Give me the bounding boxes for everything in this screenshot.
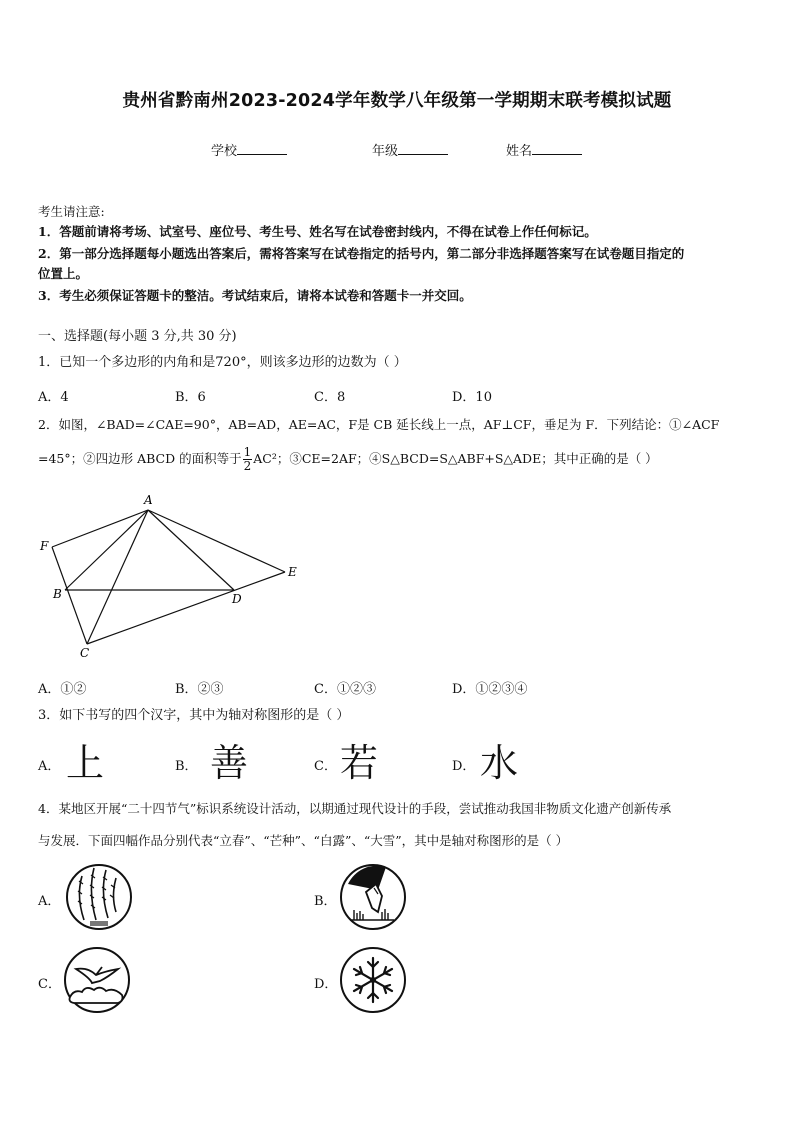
q3-option-b-char: 善 — [210, 741, 249, 785]
point-label-d: D — [232, 592, 242, 606]
segment-ce — [87, 572, 285, 644]
q2-option-d[interactable]: D．①②③④ — [452, 682, 528, 697]
page-title: 贵州省黔南州2023-2024学年数学八年级第一学期期末联考模拟试题 — [122, 91, 672, 111]
point-label-e: E — [288, 565, 297, 579]
lichun-willow-icon — [64, 862, 134, 932]
q3-option-d-letter[interactable]: D． — [452, 759, 476, 774]
q1-option-c[interactable]: C．8 — [314, 390, 346, 405]
q3-option-a-letter[interactable]: A． — [38, 759, 61, 774]
notice-item: 1．答题前请将考场、试室号、座位号、考生号、姓名写在试卷密封线内，不得在试卷上作任何标记。 — [38, 224, 597, 239]
fraction-half: $\frac{1}{2}$ — [243, 445, 252, 473]
question-4-line1: 4．某地区开展“二十四节气”标识系统设计活动，以期通过现代设计的手段，尝试推动我国非物质文化遗产创新传承 — [38, 801, 672, 816]
q2-option-c[interactable]: C．①②③ — [314, 682, 376, 697]
q3-option-d-char: 水 — [480, 741, 519, 785]
section-heading: 一、选择题(每小题 3 分,共 30 分) — [38, 329, 237, 344]
q2-option-a[interactable]: A．①② — [38, 682, 87, 697]
name-blank[interactable] — [532, 142, 582, 155]
grade-blank[interactable] — [398, 142, 448, 155]
point-label-c: C — [80, 646, 90, 660]
q4-option-d-letter[interactable]: D． — [314, 977, 338, 992]
question-3-stem: 3．如下书写的四个汉字，其中为轴对称图形的是（ ） — [38, 708, 350, 723]
segment-ae — [148, 510, 285, 572]
notice-heading: 考生请注意: — [38, 204, 105, 219]
question-1-stem: 1．已知一个多边形的内角和是720°，则该多边形的边数为（ ） — [38, 355, 407, 370]
school-field: 学校 — [211, 140, 287, 159]
question-2-line2: =45°；②四边形 ABCD 的面积等于 $\frac{1}{2}$ AC²；③CE=2AF；④S△BCD=S△ABF+S△ADE；其中正确的是（ ） — [38, 445, 658, 473]
q3-option-c-char: 若 — [340, 741, 379, 785]
notice-item: 3．考生必须保证答题卡的整洁。考试结束后，请将本试卷和答题卡一并交回。 — [38, 288, 472, 303]
daxue-snowflake-icon — [338, 945, 408, 1015]
q3-option-a-char: 上 — [66, 741, 105, 785]
school-blank[interactable] — [237, 142, 287, 155]
q2-option-b[interactable]: B．②③ — [175, 682, 224, 697]
q1-option-b[interactable]: B．6 — [175, 390, 206, 405]
name-field: 姓名 — [506, 140, 582, 159]
geometry-figure — [30, 490, 310, 660]
point-label-b: B — [53, 587, 62, 601]
point-label-f: F — [40, 539, 49, 553]
point-label-a: A — [144, 493, 153, 507]
grade-field: 年级 — [372, 140, 448, 159]
q4-option-b-letter[interactable]: B． — [314, 894, 337, 909]
q3-option-c-letter[interactable]: C． — [314, 759, 337, 774]
q4-option-c-letter[interactable]: C． — [38, 977, 61, 992]
q1-option-a[interactable]: A．4 — [38, 390, 69, 405]
notice-item: 位置上。 — [38, 266, 89, 281]
q4-option-a-letter[interactable]: A． — [38, 894, 61, 909]
segment-ad — [148, 510, 234, 590]
q3-option-b-letter[interactable]: B． — [175, 759, 198, 774]
segment-ab — [65, 510, 148, 590]
bailu-bird-icon — [62, 945, 132, 1015]
question-2-line1: 2．如图，∠BAD=∠CAE=90°，AB=AD，AE=AC，F是 CB 延长线上一点，AF⊥CF，垂足为 F．下列结论：①∠ACF — [38, 417, 720, 432]
mangzhong-icon — [338, 862, 408, 932]
question-4-line2: 与发展．下面四幅作品分别代表“立春”、“芒种”、“白露”、“大雪”，其中是轴对称图形的是（ ） — [38, 833, 569, 848]
notice-item: 2．第一部分选择题每小题选出答案后，需将答案写在试卷指定的括号内，第二部分非选择题答案写在试卷题目指定的 — [38, 246, 685, 261]
q1-option-d[interactable]: D．10 — [452, 390, 492, 405]
